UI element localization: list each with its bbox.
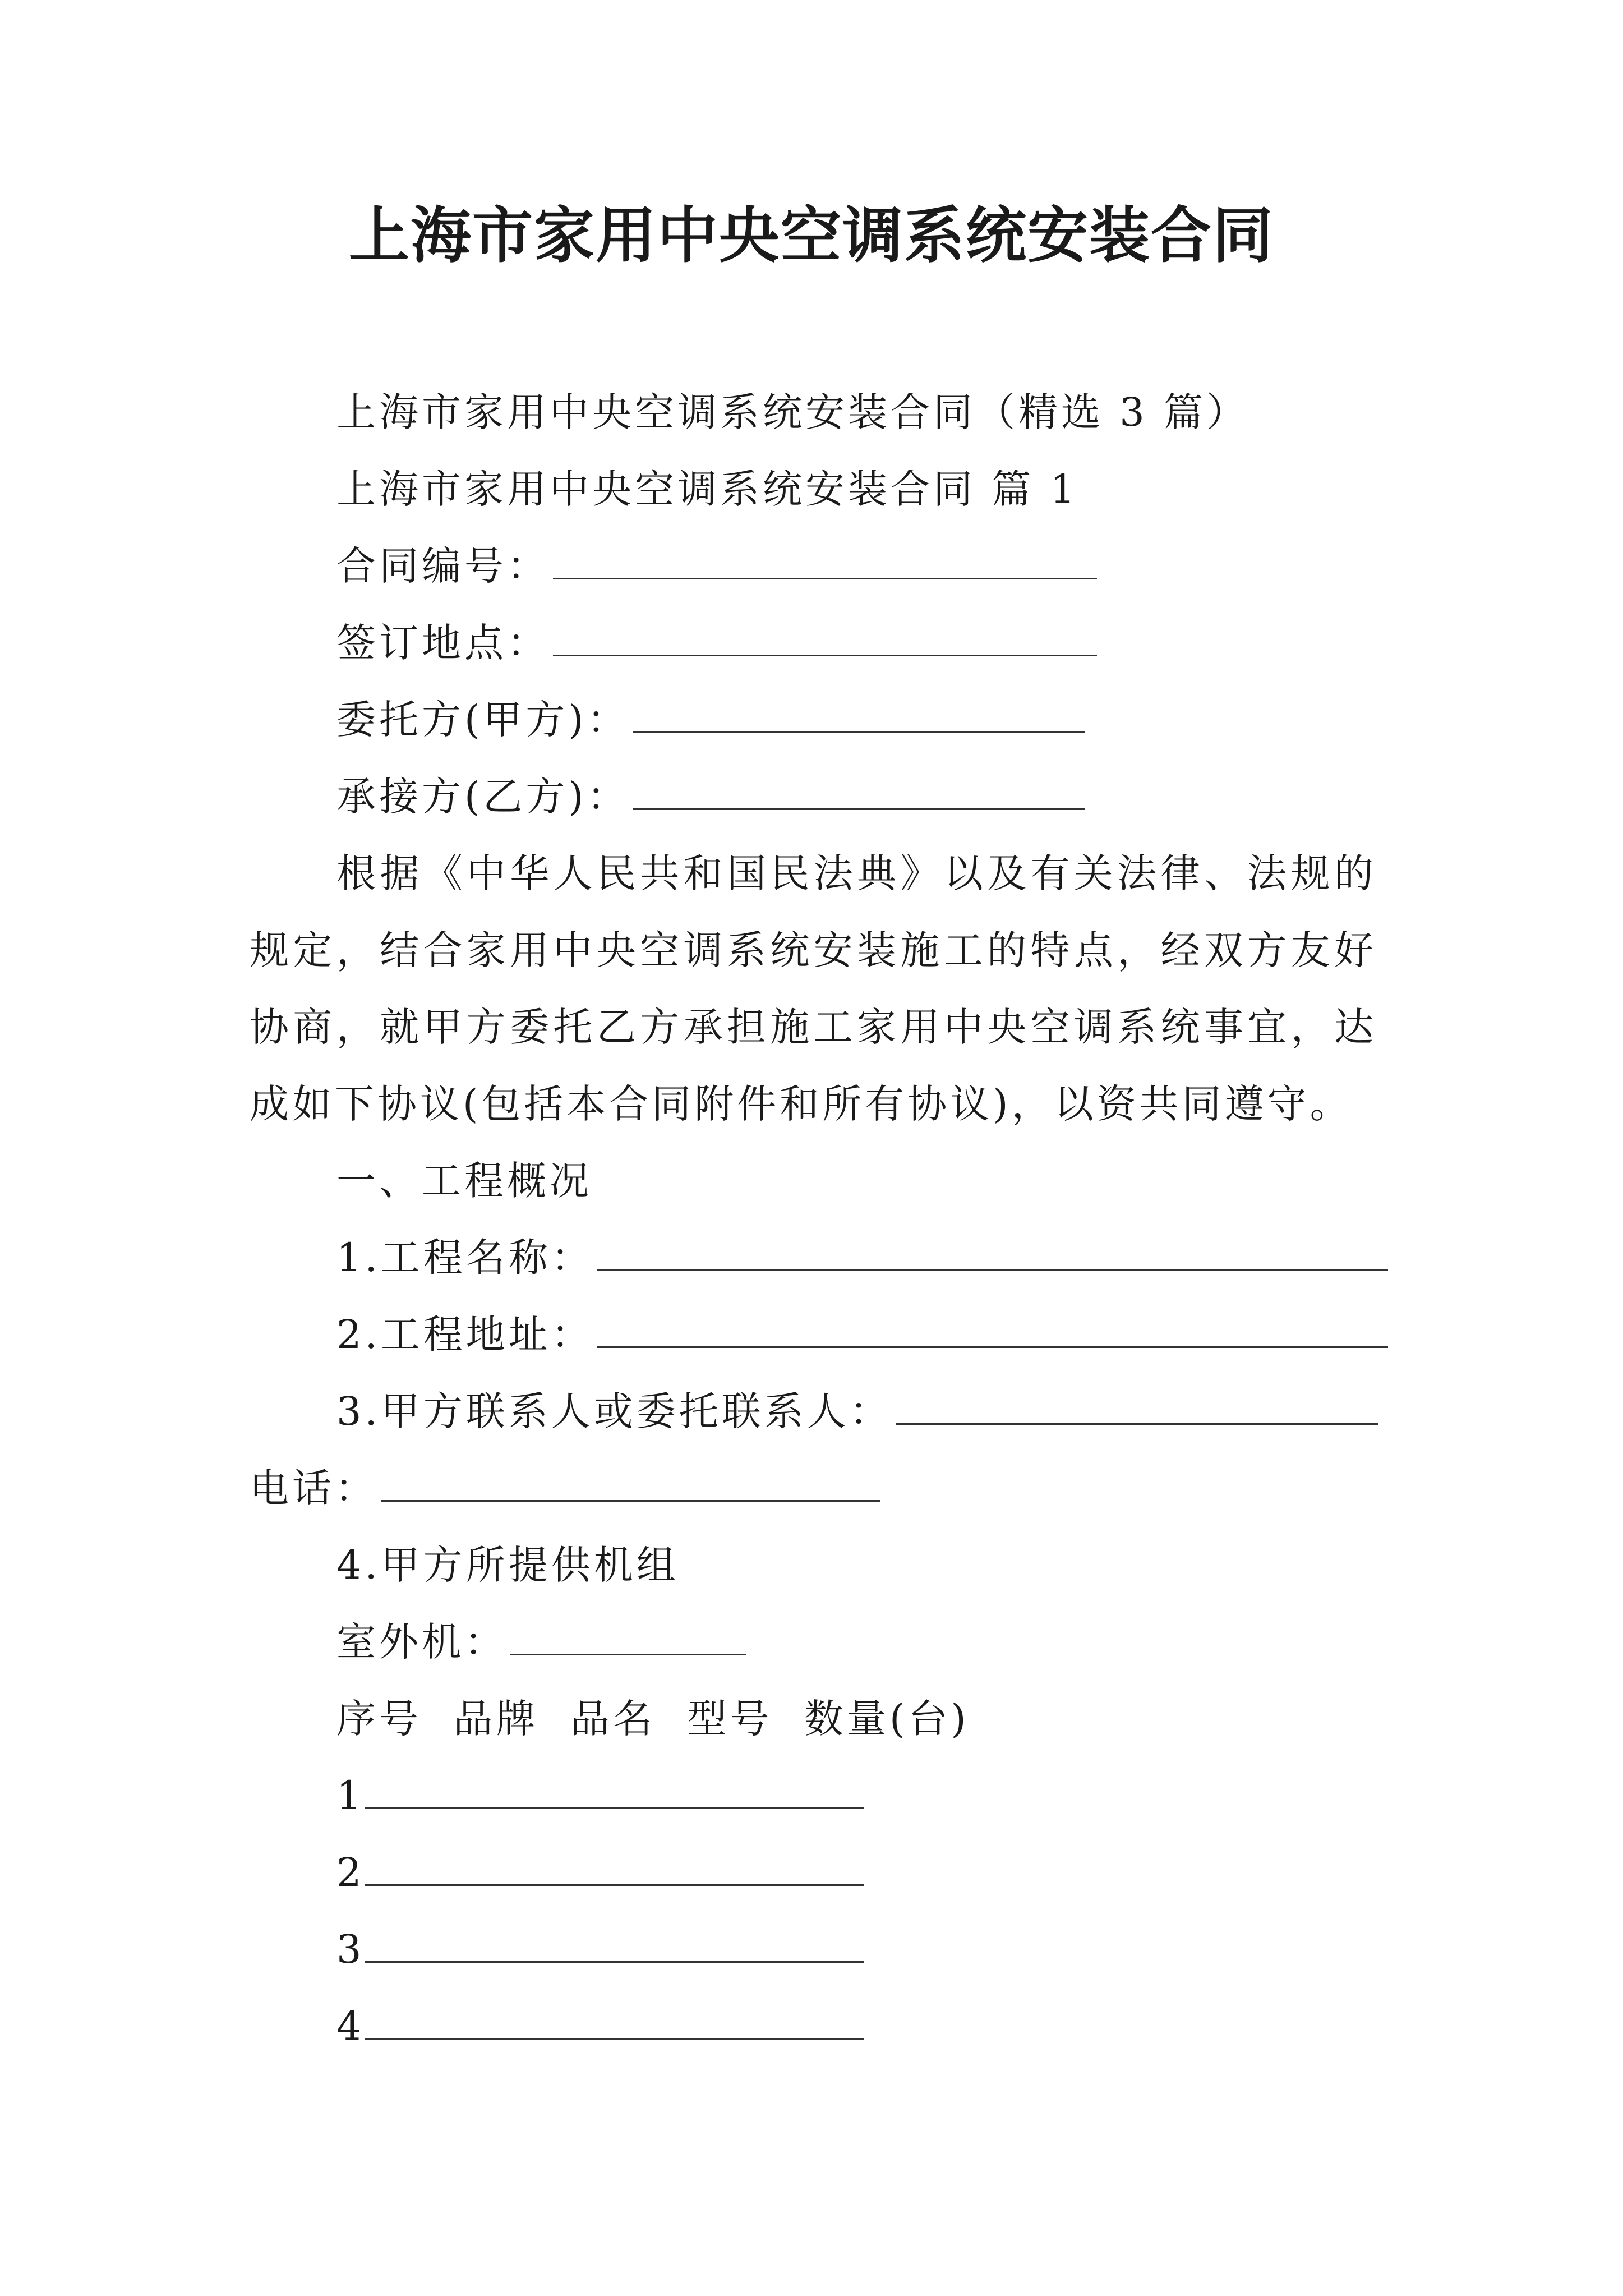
project-address-blank xyxy=(597,1309,1388,1348)
units-row-number: 1 xyxy=(336,1773,365,1819)
units-row-number: 4 xyxy=(336,2003,365,2049)
party-b-blank xyxy=(633,771,1085,810)
sign-place-blank xyxy=(553,618,1097,656)
outdoor-unit-field xyxy=(336,1617,746,1667)
part-heading: 上海市家用中央空调系统安装合同 篇 1 xyxy=(336,466,1079,512)
document-subtitle: 上海市家用中央空调系统安装合同（精选 3 篇） xyxy=(336,389,1249,435)
project-name-blank xyxy=(597,1232,1388,1271)
units-heading: 4.甲方所提供机组 xyxy=(336,1542,679,1588)
contact-blank xyxy=(896,1386,1378,1425)
party-a-label: 委托方(甲方)： xyxy=(336,697,630,743)
project-address-field xyxy=(336,1309,1388,1360)
preamble-line-4: 成如下协议(包括本合同附件和所有协议)，以资共同遵守。 xyxy=(250,1081,1353,1127)
preamble-line-2: 规定，结合家用中央空调系统安装施工的特点，经双方友好 xyxy=(250,927,1377,973)
project-address-label: 2.工程地址： xyxy=(336,1312,594,1358)
phone-label: 电话： xyxy=(250,1465,377,1511)
units-row xyxy=(336,1847,864,1898)
sign-place-field xyxy=(336,618,1097,668)
units-row xyxy=(336,2001,864,2051)
units-row-number: 3 xyxy=(336,1926,365,1972)
sign-place-label: 签订地点： xyxy=(336,620,550,666)
section-heading: 一、工程概况 xyxy=(336,1158,592,1204)
units-row-blank xyxy=(365,2001,864,2040)
units-row-blank xyxy=(365,1770,864,1809)
units-row-number: 2 xyxy=(336,1849,365,1895)
party-b-label: 承接方(乙方)： xyxy=(336,774,630,820)
party-a-field xyxy=(336,694,1085,745)
contract-no-label: 合同编号： xyxy=(336,543,550,589)
units-table-header: 序号 品牌 品名 型号 数量(台) xyxy=(336,1696,970,1742)
party-a-blank xyxy=(633,694,1085,733)
outdoor-unit-label: 室外机： xyxy=(336,1619,507,1665)
units-row-blank xyxy=(365,1924,864,1963)
contract-no-field xyxy=(336,541,1097,591)
outdoor-unit-blank xyxy=(510,1617,746,1655)
party-b-field xyxy=(336,771,1085,822)
units-row-blank xyxy=(365,1847,864,1886)
project-name-field xyxy=(336,1232,1388,1283)
contact-field xyxy=(336,1386,1378,1437)
phone-field xyxy=(250,1463,880,1513)
preamble-line-1: 根据《中华人民共和国民法典》以及有关法律、法规的 xyxy=(336,850,1377,896)
project-name-label: 1.工程名称： xyxy=(336,1235,594,1281)
units-row xyxy=(336,1924,864,1975)
document-title: 上海市家用中央空调系统安装合同 xyxy=(348,200,1274,271)
units-row xyxy=(336,1770,864,1821)
phone-blank xyxy=(381,1463,880,1502)
contract-no-blank xyxy=(553,541,1097,579)
contact-label: 3.甲方联系人或委托联系人： xyxy=(336,1388,892,1434)
preamble-line-3: 协商，就甲方委托乙方承担施工家用中央空调系统事宜，达 xyxy=(250,1004,1377,1050)
